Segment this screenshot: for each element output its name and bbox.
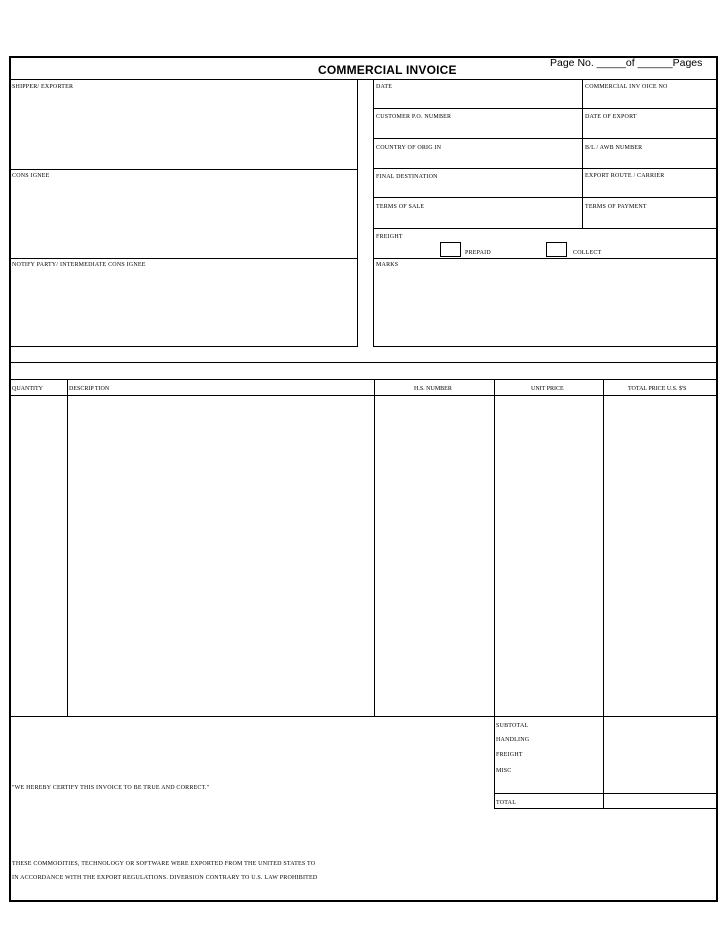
description-column-field[interactable] — [69, 397, 373, 715]
export-statement-line-1: THESE COMMODITIES, TECHNOLOGY OR SOFTWARE WERE EXPORTED FROM THE UNITED STATES TO — [12, 861, 316, 867]
shipper-exporter-label: SHIPPER/ EXPORTER — [12, 84, 74, 90]
collect-checkbox[interactable] — [546, 242, 567, 257]
final-destination-label: FINAL DESTINATION — [376, 174, 438, 180]
freight-label: FREIGHT — [376, 234, 403, 240]
country-of-origin-label: COUNTRY OF ORIG IN — [376, 145, 442, 151]
marks-label: MARKS — [376, 262, 399, 268]
right-box-left-edge — [373, 79, 374, 347]
col-header-unit-price: UNIT PRICE — [531, 386, 564, 392]
right-row-divider-1 — [373, 108, 717, 109]
right-row-divider-6 — [373, 258, 717, 259]
totals-value-field[interactable] — [605, 718, 716, 807]
subtotal-label: SUBTOTAL — [496, 723, 529, 729]
quantity-column-field[interactable] — [11, 397, 66, 715]
table-bottom — [10, 716, 717, 717]
right-row-divider-4 — [373, 197, 717, 198]
handling-label: HANDLING — [496, 737, 530, 743]
bl-awb-number-label: B/L / AWB NUMBER — [585, 145, 643, 151]
invoice-title: COMMERCIAL INVOICE — [318, 63, 457, 77]
page-number-field[interactable]: Page No. _____of ______Pages — [550, 57, 703, 69]
total-row-bottom — [494, 808, 717, 809]
col-header-quantity: QUANTITY — [12, 386, 43, 392]
right-row-divider-5 — [373, 228, 717, 229]
header-divider — [10, 79, 717, 80]
date-of-export-label: DATE OF EXPORT — [585, 114, 637, 120]
right-box-bottom — [373, 346, 717, 347]
date-label: DATE — [376, 84, 393, 90]
col-header-total-price: TOTAL PRICE U.S. $'S — [628, 386, 687, 392]
invoice-number-label: COMMERCIAL INV OICE NO — [585, 84, 668, 90]
col-header-description: DESCRIP TION — [69, 386, 110, 392]
prepaid-checkbox[interactable] — [440, 242, 461, 257]
consignee-label: CONS IGNEE — [12, 173, 50, 179]
shipper-exporter-field[interactable] — [11, 92, 356, 168]
prepaid-label: PREPAID — [465, 250, 491, 256]
notify-party-label: NOTIFY PARTY/ INTERMEDIATE CONS IGNEE — [12, 262, 146, 268]
export-route-label: EXPORT ROUTE / CARRIER — [585, 173, 665, 179]
table-header-bottom — [10, 395, 717, 396]
right-row-divider-2 — [373, 138, 717, 139]
certification-text: "WE HEREBY CERTIFY THIS INVOICE TO BE TRUE AND CORRECT." — [12, 785, 210, 791]
freight-total-label: FREIGHT — [496, 752, 523, 758]
total-price-column-field[interactable] — [605, 397, 716, 715]
customer-po-label: CUSTOMER P.O. NUMBER — [376, 114, 452, 120]
hs-number-column-field[interactable] — [376, 397, 493, 715]
shipper-consignee-divider — [10, 169, 358, 170]
terms-of-payment-label: TERMS OF PAYMENT — [585, 204, 647, 210]
col-divider-desc — [374, 379, 375, 717]
col-header-hs-number: H.S. NUMBER — [414, 386, 452, 392]
marks-field[interactable] — [375, 270, 716, 345]
consignee-field[interactable] — [11, 181, 356, 257]
col-divider-qty — [67, 379, 68, 717]
collect-label: COLLECT — [573, 250, 602, 256]
consignee-notify-divider — [10, 258, 358, 259]
misc-label: MISC — [496, 768, 512, 774]
band-bottom — [10, 379, 717, 380]
total-label: TOTAL — [496, 800, 517, 806]
notify-party-field[interactable] — [11, 270, 356, 345]
right-middle-divider — [582, 79, 583, 228]
export-statement-line-2: IN ACCORDANCE WITH THE EXPORT REGULATIONS. DIVERSION CONTRARY TO U.S. LAW PROHIBITED — [12, 875, 318, 881]
left-box-right-edge — [357, 79, 358, 347]
left-box-bottom — [10, 346, 358, 347]
terms-of-sale-label: TERMS OF SALE — [376, 204, 425, 210]
right-row-divider-3 — [373, 168, 717, 169]
col-divider-unit — [603, 379, 604, 809]
col-divider-hs — [494, 379, 495, 809]
band-top — [10, 362, 717, 363]
unit-price-column-field[interactable] — [496, 397, 602, 715]
